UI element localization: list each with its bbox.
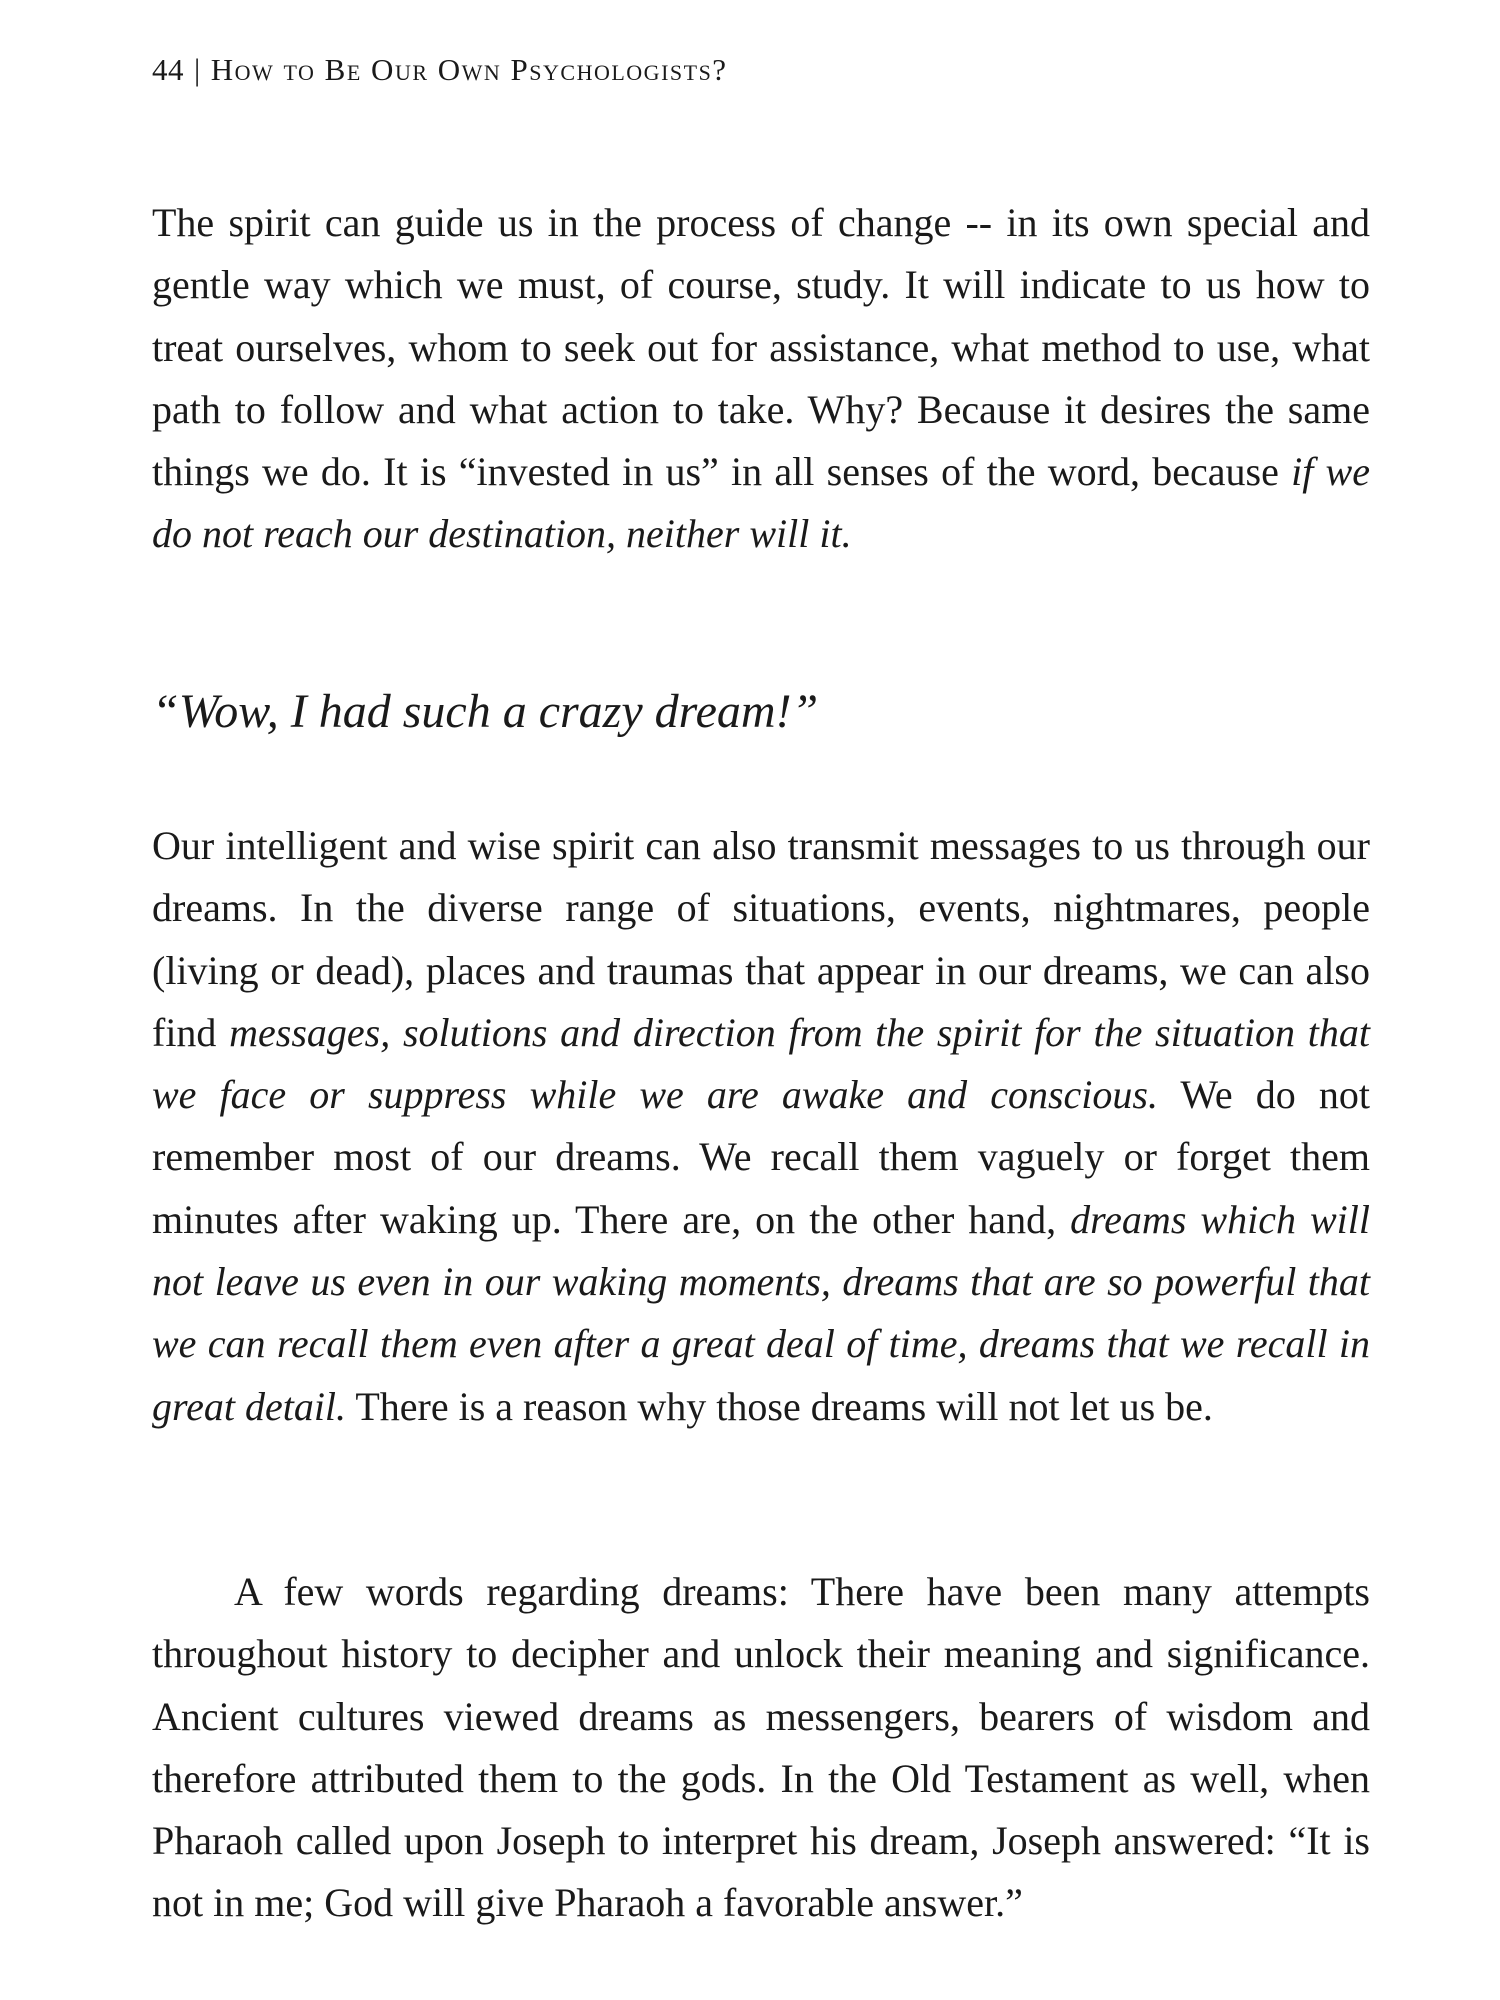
paragraph-spirit-guide [152, 192, 1370, 566]
section-heading: “Wow, I had such a crazy dream!” [152, 685, 819, 738]
paragraph-text: A few words regarding dreams: There have been many attempts throughout history to decipher and unlock their meaning and significance. Ancient cultures viewed dreams as messengers, bearers of wisdom and therefore attributed them to the gods. In the Old Testament as well, when Pharaoh called upon Joseph to interpret his dream, Joseph answered: “It is not in me; God will give Pharaoh a favorable answer.” [152, 1569, 1370, 1926]
paragraph-italic: messages, solutions and direction from the spirit for the situation that we face or suppress while we are awake and conscious. [152, 1009, 1370, 1118]
paragraph-italic: if we do not reach our destination, neither will it. [152, 449, 1370, 557]
paragraph-text: We do not remember most of our dreams. We recall them vaguely or forget them minutes after waking up. There are, on the other hand, [152, 1072, 1370, 1242]
page-number: 44 [152, 52, 184, 87]
paragraph-text: The spirit can guide us in the process of change -- in its own special and gentle way which we must, of course, study. It will indicate to us how to treat ourselves, whom to seek out for assistance, what method to use, what path to follow and what action to take. Why? Because it desires the same things we do. It is “invested in us” in all senses of the word, because [152, 200, 1370, 495]
paragraph-history-of-dreams [152, 1561, 1370, 1935]
running-header [152, 52, 728, 88]
book-title: How to Be Our Own Psychologists? [210, 52, 728, 87]
paragraph-dreams [152, 815, 1370, 1438]
paragraph-text: There is a reason why those dreams will not let us be. [346, 1383, 1213, 1429]
paragraph-text: Our intelligent and wise spirit can also transmit messages to us through our dreams. In the diverse range of situations, events, nightmares, people (living or dead), places and traumas that appear in our dreams, we can also find [152, 823, 1370, 1055]
paragraph-italic: dreams which will not leave us even in our waking moments, dreams that are so powerful that we can recall them even after a great deal of time, dreams that we recall in great detail. [152, 1196, 1370, 1429]
header-separator: | [194, 52, 201, 87]
